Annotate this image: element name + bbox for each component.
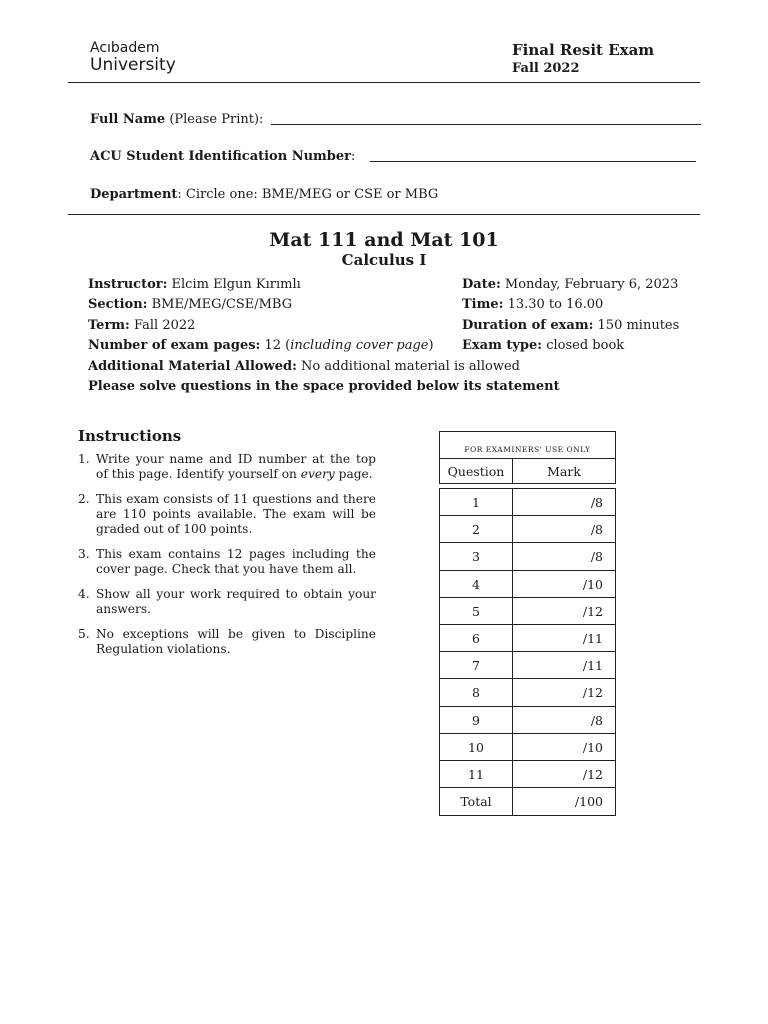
university-name-line2: University xyxy=(90,55,176,75)
table-row xyxy=(440,598,615,625)
question-number: 5 xyxy=(440,598,513,624)
mark-cell[interactable]: /10 xyxy=(582,576,603,592)
question-number: 9 xyxy=(440,707,513,733)
instructions-list xyxy=(78,452,376,667)
exam-title: Final Resit Exam xyxy=(512,41,655,59)
table-row xyxy=(440,761,615,788)
university-name-line1: Acıbadem xyxy=(90,40,160,56)
student-id-field[interactable] xyxy=(370,161,696,162)
university-logo xyxy=(90,40,176,74)
instruction-item: 4. Show all your work required to obtain your answers. xyxy=(78,587,376,616)
column-header-question: Question xyxy=(439,458,513,484)
marks-grid xyxy=(439,488,616,816)
exam-type-line: Exam type: closed book xyxy=(462,338,625,354)
table-row xyxy=(440,707,615,734)
question-number: 1 xyxy=(440,489,513,515)
full-name-field[interactable] xyxy=(271,124,701,125)
mark-cell[interactable]: /10 xyxy=(582,739,603,755)
table-row xyxy=(440,625,615,652)
time-line: Time: 13.30 to 16.00 xyxy=(462,297,604,313)
exam-term: Fall 2022 xyxy=(512,61,580,76)
instruction-item: 5. No exceptions will be given to Discipline Regulation violations. xyxy=(78,627,376,656)
term-line: Term: Fall 2022 xyxy=(88,317,196,333)
question-number: 3 xyxy=(440,543,513,569)
material-line: Additional Material Allowed: No additional material is allowed xyxy=(88,358,520,374)
instruction-item: 2. This exam consists of 11 questions and there are 110 points available. The exam will be graded out of 100 points. xyxy=(78,492,376,536)
table-row xyxy=(440,734,615,761)
table-row xyxy=(440,571,615,598)
solve-note: Please solve questions in the space provided below its statement xyxy=(88,379,560,395)
student-id-label: ACU Student Identification Number: xyxy=(90,149,356,164)
mark-cell[interactable]: /8 xyxy=(590,712,603,728)
duration-line: Duration of exam: 150 minutes xyxy=(462,317,680,333)
mark-cell[interactable]: /8 xyxy=(590,495,603,510)
table-row xyxy=(440,652,615,679)
mark-cell[interactable]: /11 xyxy=(582,630,603,646)
instructions-heading: Instructions xyxy=(78,427,182,445)
table-row xyxy=(440,679,615,706)
question-number: 11 xyxy=(440,761,513,787)
date-line: Date: Monday, February 6, 2023 xyxy=(462,277,679,292)
fields-divider xyxy=(68,214,700,215)
header-divider xyxy=(68,82,700,83)
details-right xyxy=(462,275,679,357)
column-header-mark: Mark xyxy=(512,458,616,484)
marks-table-header: FOR EXAMINERS' USE ONLY xyxy=(464,445,591,454)
table-row xyxy=(440,489,615,516)
mark-cell[interactable]: /12 xyxy=(582,766,603,782)
question-number: 8 xyxy=(440,679,513,705)
mark-cell[interactable]: /12 xyxy=(582,685,603,701)
total-label: Total xyxy=(440,788,513,815)
question-number: 6 xyxy=(440,625,513,651)
total-mark-cell[interactable]: /100 xyxy=(574,794,603,810)
exam-title-block xyxy=(512,41,672,76)
course-subtitle: Calculus I xyxy=(341,251,427,269)
mark-cell[interactable]: /11 xyxy=(582,658,603,674)
table-row xyxy=(440,543,615,570)
instruction-item: 1. Write your name and ID number at the top of this page. Identify yourself on every page. xyxy=(78,452,376,481)
question-number: 10 xyxy=(440,734,513,760)
question-number: 2 xyxy=(440,516,513,542)
mark-cell[interactable]: /8 xyxy=(590,522,603,538)
course-title: Mat 111 and Mat 101 xyxy=(269,229,499,251)
instruction-item: 3. This exam contains 12 pages including the cover page. Check that you have them all. xyxy=(78,547,376,576)
full-name-label: Full Name (Please Print): xyxy=(90,112,264,127)
total-row xyxy=(440,788,615,815)
mark-cell[interactable]: /12 xyxy=(582,603,603,619)
pages-line: Number of exam pages: 12 (including cover page) xyxy=(88,338,434,354)
department-label: Department: Circle one: BME/MEG or CSE or MBG xyxy=(90,187,439,202)
mark-cell[interactable]: /8 xyxy=(590,549,603,565)
section-line: Section: BME/MEG/CSE/MBG xyxy=(88,297,293,313)
instructor-line: Instructor: Elcim Elgun Kırımlı xyxy=(88,277,301,292)
table-row xyxy=(440,516,615,543)
question-number: 7 xyxy=(440,652,513,678)
question-number: 4 xyxy=(440,571,513,597)
